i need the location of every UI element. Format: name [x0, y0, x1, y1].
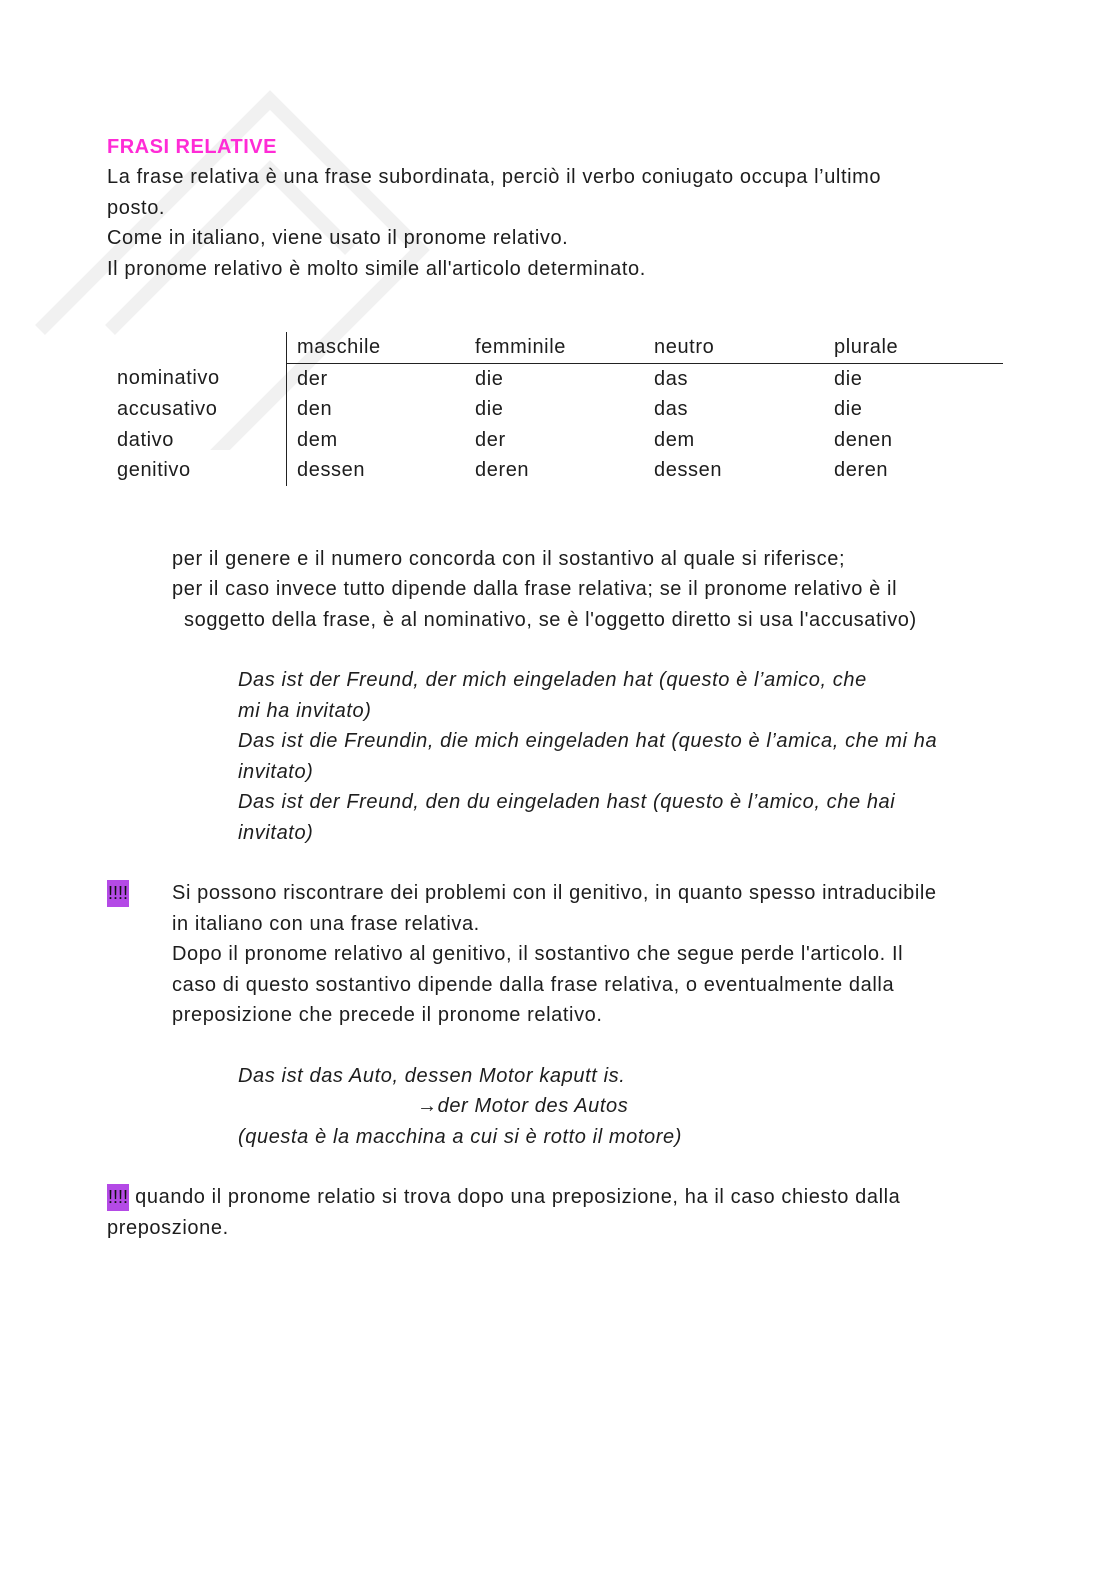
- table-cell: dessen: [654, 459, 723, 481]
- example-line: Das ist das Auto, dessen Motor kaputt is.: [238, 1064, 626, 1087]
- table-corner-cell: [107, 332, 287, 363]
- table-cell: das: [654, 398, 689, 420]
- preposition-note: [107, 1182, 1007, 1243]
- warning-badge: !!!!: [107, 880, 129, 907]
- header-femminile: femminile: [465, 332, 644, 363]
- example-arrow-line: [238, 1091, 1007, 1122]
- example-line: der Motor des Autos: [437, 1095, 629, 1117]
- relative-pronoun-table: [107, 332, 1003, 486]
- table-cell: die: [475, 398, 504, 420]
- intro-line: posto.: [107, 196, 166, 219]
- note-line: caso di questo sostantivo dipende dalla frase relativa, o eventualmente dalla: [172, 973, 895, 996]
- rule-line: per il genere e il numero concorda con il sostantivo al quale si riferisce;: [172, 547, 846, 570]
- example-line: Das ist der Freund, der mich eingeladen hat (questo è l’amico, che: [238, 669, 867, 691]
- rule-line: per il caso invece tutto dipende dalla frase relativa; se il pronome relativo è il: [172, 578, 898, 600]
- example-line: invitato): [238, 821, 314, 844]
- table-cell: der: [297, 367, 328, 390]
- genitive-note: [107, 878, 1007, 1031]
- case-label: accusativo: [107, 394, 287, 425]
- example-translation: (questa è la macchina a cui si è rotto il motore): [238, 1125, 683, 1148]
- table-row: [107, 425, 1003, 456]
- table-row: [107, 394, 1003, 425]
- genitive-example: [238, 1061, 1007, 1153]
- table-row: [107, 363, 1003, 394]
- table-cell: deren: [475, 459, 530, 481]
- table-header-row: [107, 332, 1003, 363]
- page-title: FRASI RELATIVE: [107, 136, 277, 158]
- table-cell: deren: [834, 459, 889, 481]
- table-cell: die: [834, 398, 863, 420]
- table-cell: den: [297, 398, 333, 420]
- header-maschile: maschile: [287, 332, 466, 363]
- example-line: Das ist die Freundin, die mich eingeladen hat (questo è l’amica, che mi ha: [238, 730, 938, 752]
- note-line: in italiano con una frase relativa.: [172, 912, 480, 935]
- case-label: genitivo: [107, 455, 287, 486]
- warning-badge: !!!!: [107, 1184, 129, 1211]
- intro-line: Il pronome relativo è molto simile all'articolo determinato.: [107, 257, 646, 280]
- example-line: mi ha invitato): [238, 699, 372, 722]
- note-line: [107, 1182, 1007, 1213]
- table-cell: denen: [834, 428, 893, 451]
- intro-line: La frase relativa è una frase subordinata, perciò il verbo coniugato occupa l’ultimo: [107, 166, 882, 188]
- rule-line: soggetto della frase, è al nominativo, se è l'oggetto diretto si usa l'accusativo): [184, 608, 917, 631]
- note-line: preposizione che precede il pronome relativo.: [172, 1004, 603, 1026]
- table-row: [107, 455, 1003, 486]
- intro-line: Come in italiano, viene usato il pronome relativo.: [107, 227, 569, 249]
- note-line: preposzione.: [107, 1216, 229, 1239]
- table-cell: der: [475, 428, 506, 451]
- table-cell: dem: [654, 428, 695, 451]
- note-line: Si possono riscontrare dei problemi con il genitivo, in quanto spesso intraducibile: [172, 882, 937, 904]
- header-neutro: neutro: [644, 332, 824, 363]
- example-line: invitato): [238, 760, 314, 783]
- table-cell: die: [475, 367, 504, 390]
- case-label: nominativo: [107, 363, 287, 394]
- header-plurale: plurale: [824, 332, 1003, 363]
- table-cell: dem: [297, 428, 338, 451]
- case-label: dativo: [107, 425, 287, 456]
- arrow-right-icon: →: [417, 1095, 438, 1117]
- table-cell: das: [654, 367, 689, 390]
- document-page: [107, 132, 1007, 1243]
- note-text: quando il pronome relatio si trova dopo una preposizione, ha il caso chiesto dalla: [129, 1186, 901, 1208]
- examples-block: [238, 665, 998, 848]
- table-cell: die: [834, 367, 863, 390]
- note-line: Dopo il pronome relativo al genitivo, il sostantivo che segue perde l'articolo. Il: [172, 943, 904, 965]
- example-line: Das ist der Freund, den du eingeladen hast (questo è l’amico, che hai: [238, 791, 896, 813]
- intro-paragraph: [107, 162, 1007, 284]
- agreement-rules: [172, 544, 1007, 636]
- table-cell: dessen: [297, 459, 366, 481]
